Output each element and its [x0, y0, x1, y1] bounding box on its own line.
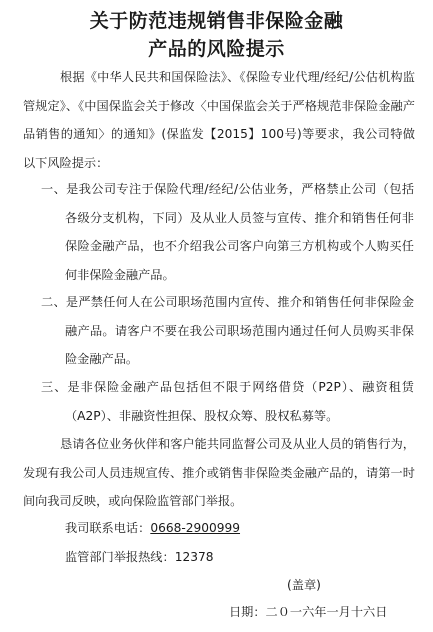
notice-item-3-text [41, 373, 414, 430]
notice-item-2-text [41, 288, 414, 374]
regulator-hotline-line [65, 547, 213, 567]
notice-item-2-body: 是严禁任何人在公司职场范围内宣传、推介和销售任何非保险金融产品。请客户不要在我公司职场范围内通过任何人员购买非保险金融产品。 [65, 295, 415, 366]
notice-item-3-body: 是非保险金融产品包括但不限于网络借贷（P2P）、融资租赁（A2P）、非融资性担保、股权众筹、股权私募等。 [65, 380, 414, 423]
notice-item-2-number: 二、 [41, 295, 66, 309]
seal-placeholder: (盖章) [287, 578, 321, 592]
notice-item-3-number: 三、 [41, 380, 68, 394]
notice-item-1-number: 一、 [41, 182, 67, 196]
notice-item-1-body: 是我公司专注于保险代理/经纪/公估业务，严格禁止公司（包括各级分支机构，下同）及从业人员签与宣传、推介和销售任何非保险金融产品，也不介绍我公司客户向第三方机构或个人购买任何非保险金融产品。 [65, 182, 415, 282]
document-date: 日期：二０一六年一月十六日 [229, 605, 388, 619]
notice-item-1 [41, 175, 414, 289]
intro-paragraph: 根据《中华人民共和国保险法》、《保险专业代理/经纪/公估机构监管规定》、《中国保监会关于修改〈中国保监会关于严格规范非保险金融产品销售的通知〉的通知》(保监发【2015】100号)等要求，我公司特做以下风险提示： [23, 70, 415, 170]
regulator-hotline-number[interactable]: 12378 [174, 550, 214, 564]
notice-item-3 [41, 373, 414, 430]
notice-item-1-text [41, 175, 414, 289]
document-title-line-1: 关于防范违规销售非保险金融 [89, 10, 344, 32]
company-phone-number[interactable]: 0668-2900999 [150, 521, 241, 535]
closing-paragraph: 恳请各位业务伙伴和客户能共同监督公司及从业人员的销售行为，发现有我公司人员违规宣传、推介或销售非保险类金融产品的，请第一时间向我司反映，或向保险监管部门举报。 [23, 437, 415, 508]
regulator-hotline-label: 监管部门举报热线： [65, 550, 175, 564]
company-phone-line [65, 518, 240, 538]
document-title-line-2: 产品的风险提示 [148, 38, 285, 60]
company-phone-label: 我司联系电话： [65, 521, 151, 535]
notice-item-2 [41, 288, 414, 374]
